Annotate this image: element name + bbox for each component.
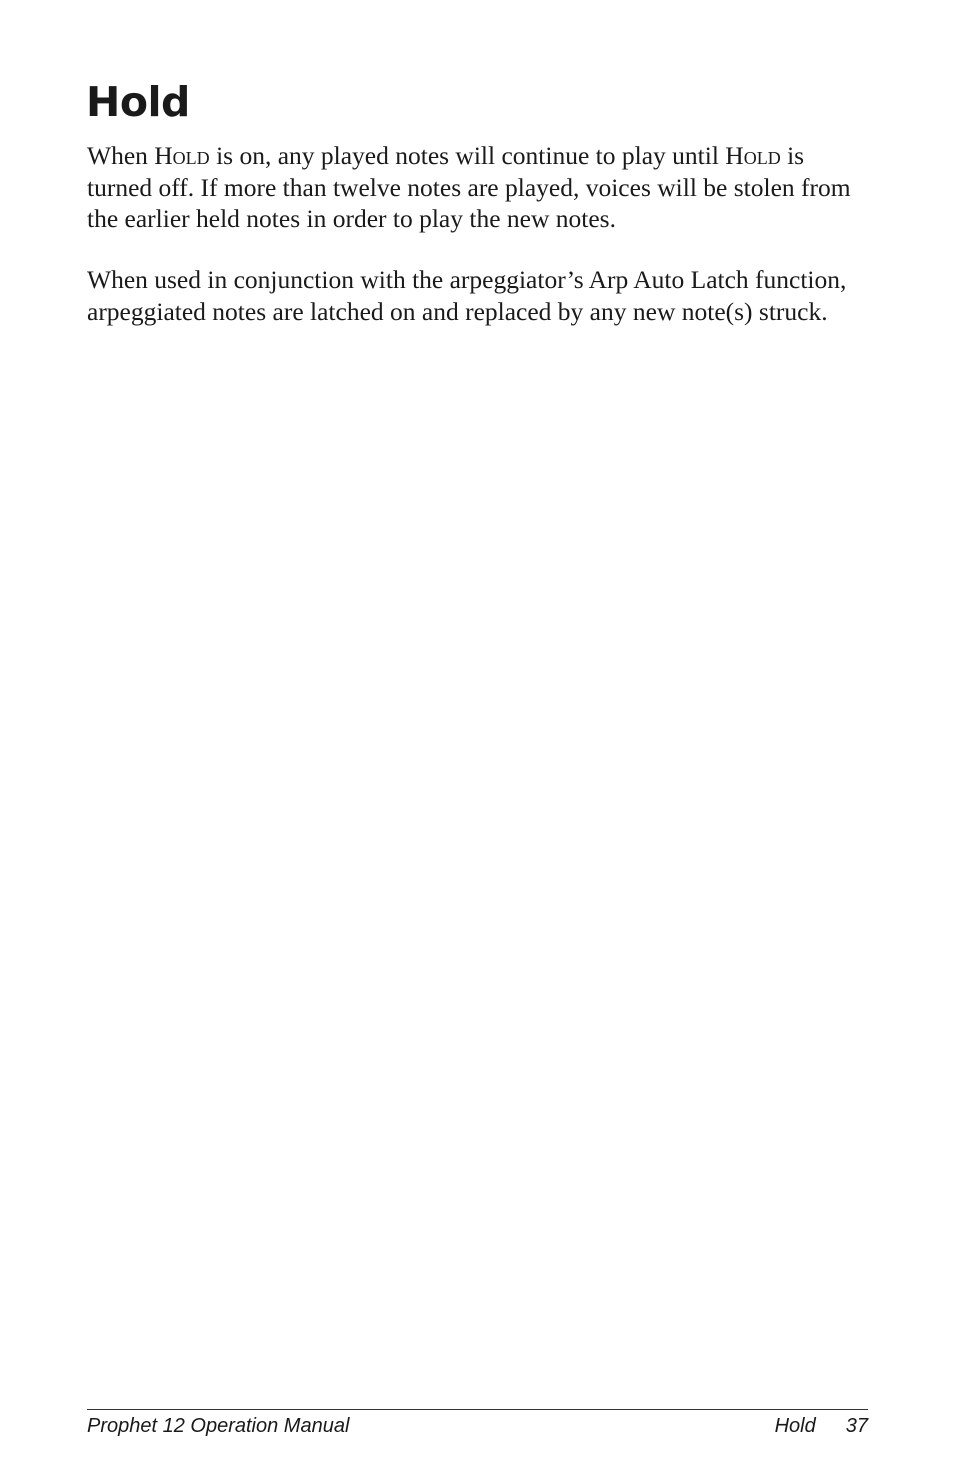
footer-manual-title: Prophet 12 Operation Manual [87, 1415, 350, 1437]
footer-page-number: 37 [845, 1415, 868, 1437]
paragraph-arp-latch: When used in conjunction with the arpeggiator’s Arp Auto Latch function, arpeggiated notes are latched on and replaced by any new note(s) struck. [87, 265, 847, 326]
footer-section-name: Hold [774, 1415, 816, 1437]
page-title: Hold [86, 78, 190, 126]
footer-right-group [775, 1412, 868, 1440]
paragraph-hold-description [87, 140, 857, 235]
text-segment: is turned off. If more than twelve notes are played, voices will be stolen from the earlier held notes in order to play the new notes. [87, 141, 851, 233]
hold-term: Hold [725, 141, 781, 170]
text-segment: is on, any played notes will continue to play until [209, 141, 726, 170]
page-footer [87, 1409, 868, 1437]
hold-term: Hold [154, 141, 210, 170]
text-segment: When [87, 141, 155, 170]
